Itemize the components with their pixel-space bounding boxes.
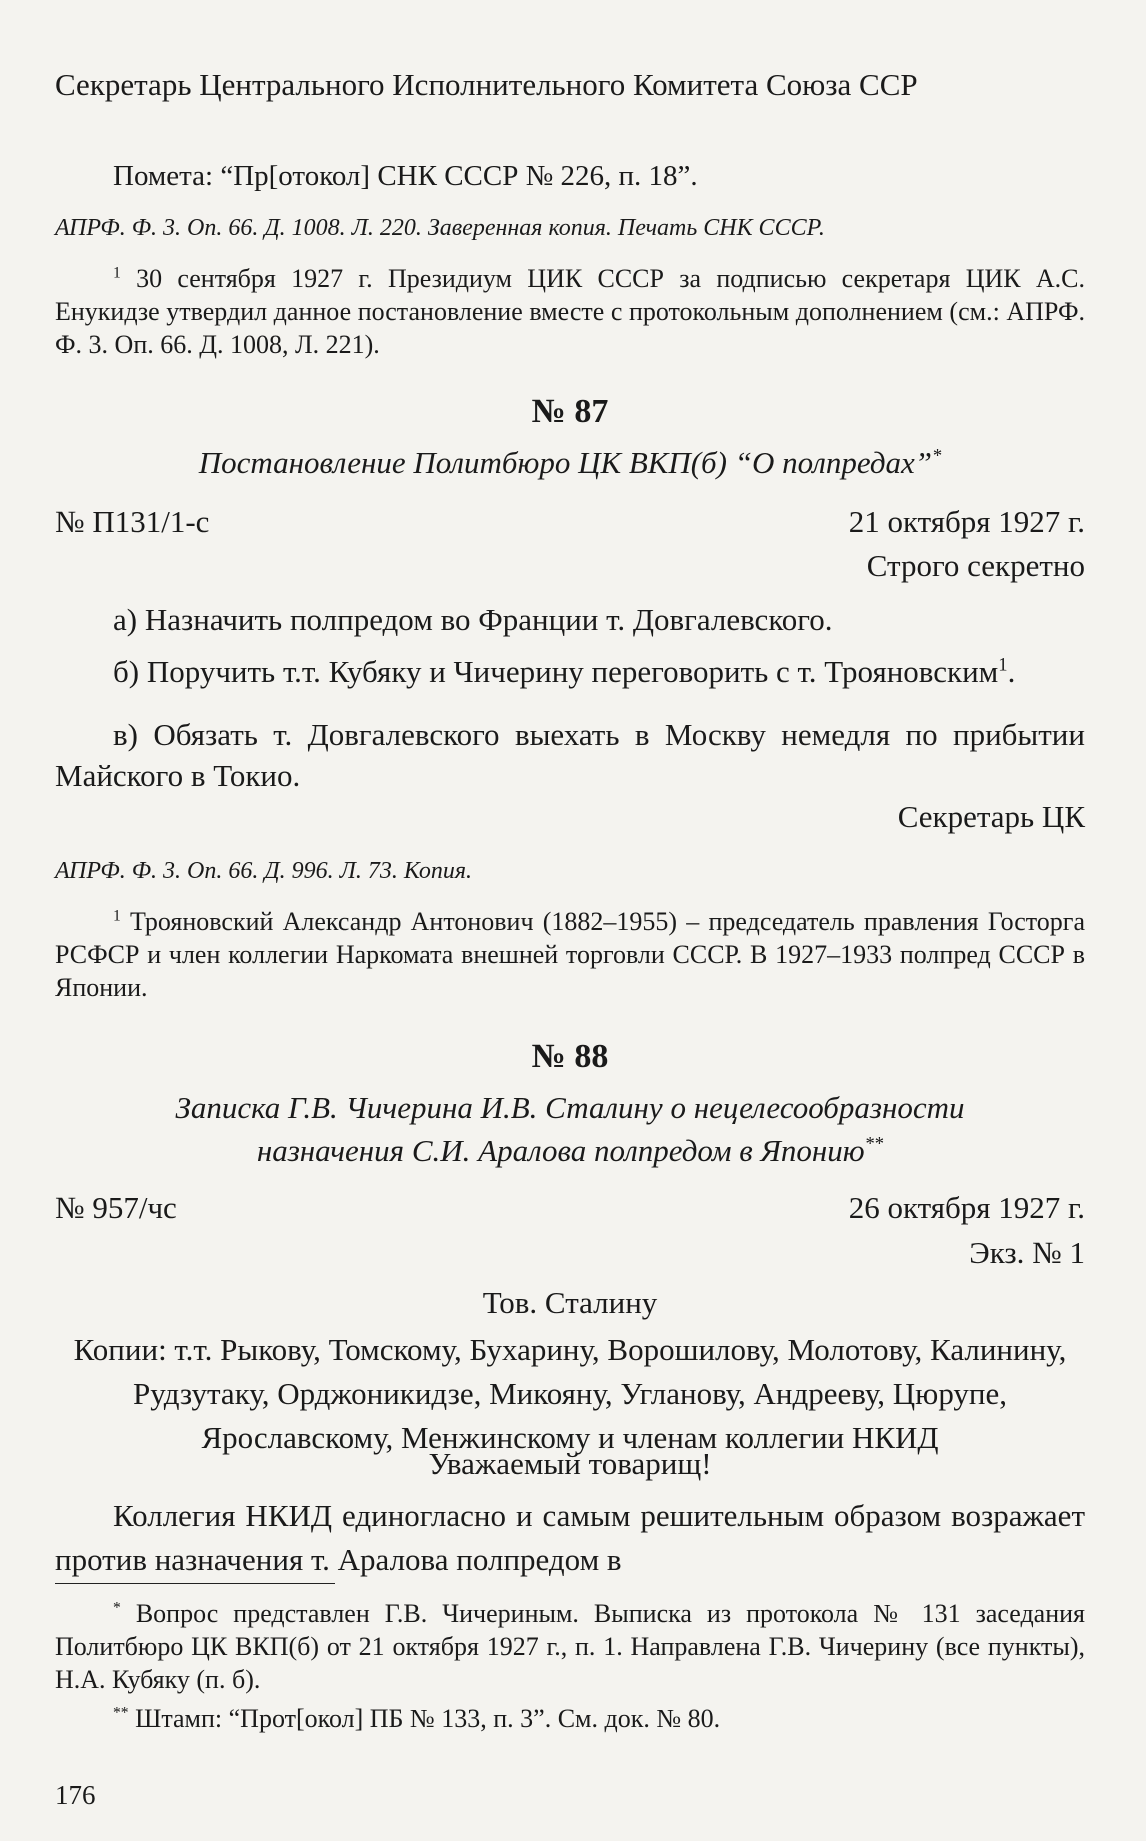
archive-reference: АПРФ. Ф. 3. Оп. 66. Д. 996. Л. 73. Копия. (55, 858, 473, 884)
copy-number: Экз. № 1 (969, 1235, 1085, 1270)
resolution-item-a: а) Назначить полпредом во Франции т. Довгалевского. (113, 602, 833, 637)
document-ref: № П131/1-с (55, 504, 210, 539)
salutation: Уважаемый товарищ! (428, 1446, 712, 1481)
footnote-block (55, 1702, 1085, 1735)
registration-note: Помета: “Пр[отокол] СНК СССР № 226, п. 18”. (113, 160, 698, 192)
footnote-text: Штамп: “Прот[окол] ПБ № 133, п. 3”. См. док. № 80. (135, 1704, 721, 1733)
signature: Секретарь ЦК (897, 799, 1085, 834)
archive-reference: АПРФ. Ф. 3. Оп. 66. Д. 1008. Л. 220. Заверенная копия. Печать СНК СССР. (55, 215, 825, 241)
document-header-row (55, 1187, 1085, 1228)
footnote-text: 30 сентября 1927 г. Президиум ЦИК СССР за подписью секретаря ЦИК А.С. Енукидзе утвердил данное постановление вместе с протокольным дополнением (см.: АПРФ. Ф. 3. Оп. 66. Д. 1008, Л. 221). (55, 264, 1086, 359)
document-ref: № 957/чс (55, 1190, 177, 1225)
document-title-text: назначения С.И. Аралова полпредом в Японию (256, 1133, 865, 1168)
document-title-line-1: Записка Г.В. Чичерина И.В. Сталину о нецелесообразности (175, 1090, 965, 1125)
footnote-text: Трояновский Александр Антонович (1882–1955) – председатель правления Госторга РСФСР и член коллегии Наркомата внешней торговли СССР. В 1927–1933 полпред СССР в Японии. (55, 907, 1085, 1002)
resolution-item-b-end: . (1007, 654, 1016, 689)
resolution-item-b-text: б) Поручить т.т. Кубяку и Чичерину переговорить с т. Трояновским (113, 654, 999, 689)
footnote-marker: 1 (113, 264, 121, 282)
footnote-marker: 1 (113, 907, 121, 925)
title-footnote-marker: ** (864, 1133, 884, 1155)
footnote-block (55, 262, 1085, 361)
resolution-item-c: в) Обязать т. Довгалевского выехать в Москву немедля по прибытии Майского в Токио. (55, 717, 1085, 793)
footnote-block (55, 1597, 1085, 1696)
document-date: 26 октября 1927 г. (848, 1190, 1085, 1225)
signer-title: Секретарь Центрального Исполнительного Комитета Союза ССР (55, 67, 918, 102)
title-footnote-marker: * (932, 445, 942, 467)
copies-list: Копии: т.т. Рыкову, Томскому, Бухарину, Ворошилову, Молотову, Калинину, Рудзутаку, Орджоникидзе, Микояну, Угланову, Андрееву, Цюрупе, Ярославскому, Менжинскому и членам коллегии НКИД (73, 1332, 1067, 1455)
resolution-item-b (55, 651, 1085, 692)
document-title (55, 442, 1085, 483)
footnote-divider (55, 1583, 335, 1584)
footnote-block (55, 905, 1085, 1004)
classification-stamp: Строго секретно (866, 548, 1085, 583)
footnote-marker: 1 (998, 654, 1008, 676)
document-number: № 88 (531, 1038, 609, 1075)
page-number: 176 (55, 1780, 96, 1810)
document-title-line-2 (55, 1130, 1085, 1171)
addressee: Тов. Сталину (482, 1285, 658, 1320)
document-header-row (55, 501, 1085, 542)
footnote-marker: * (113, 1599, 121, 1617)
footnote-marker: ** (113, 1704, 129, 1722)
document-date: 21 октября 1927 г. (848, 504, 1085, 539)
letter-body: Коллегия НКИД единогласно и самым решительным образом возражает против назначения т. Аралова полпредом в (55, 1498, 1085, 1577)
document-number: № 87 (531, 393, 609, 430)
document-title-text: Постановление Политбюро ЦК ВКП(б) “О полпредах” (198, 445, 933, 480)
footnote-text: Вопрос представлен Г.В. Чичериным. Выписка из протокола № 131 заседания Политбюро ЦК ВКП(б) от 21 октября 1927 г., п. 1. Направлена Г.В. Чичерину (все пункты), Н.А. Кубяку (п. б). (55, 1599, 1086, 1694)
